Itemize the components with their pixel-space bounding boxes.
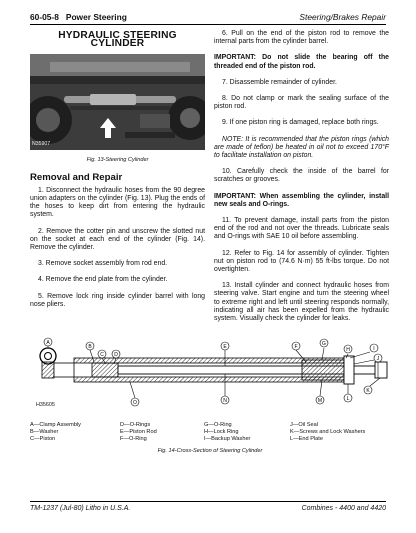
fig13-caption: Fig. 13-Steering Cylinder [86, 157, 149, 164]
chapter-title: Steering/Brakes Repair [299, 12, 386, 22]
section-title: Power Steering [65, 12, 127, 22]
step-1: 1. Disconnect the hydraulic hoses from the 90 degree union adapters on the cylinder (Fig. 13). Plug the ends of the hoses to keep dirt from entering the hydraulic system. [30, 186, 205, 219]
callout-h: H [346, 346, 350, 353]
callout-n: N [223, 397, 227, 404]
legend-item: H—Lock Ring [204, 428, 239, 435]
removal-heading: Removal and Repair [30, 171, 123, 183]
callout-i: I [373, 345, 375, 352]
footer-right: Combines - 4400 and 4420 [301, 505, 386, 512]
step-13: 13. Install cylinder and connect hydraulic hoses from steering valve. Start engine and turn the steering wheel to extreme right and left until steering responds normally, indicating all air has been expelled from the hydraulic system. Visually check the cylinder for leaks. [214, 282, 389, 323]
legend-col-1 [30, 422, 81, 442]
callout-a: A [46, 339, 50, 346]
legend-item: G—O-Ring [204, 422, 232, 428]
step-12: 12. Refer to Fig. 14 for assembly of cylinder. Tighten nut on piston rod to (74.6 N·m) 55 ft-lbs torque. Do not overtighten. [214, 249, 389, 274]
note: NOTE: It is recommended that the piston rings (which are made of teflon) be heated in oil not to exceed 170°F to facilitate installation on piston. [214, 135, 389, 160]
callout-b: B [88, 343, 92, 350]
callout-o: O [133, 399, 137, 406]
callout-c: C [100, 351, 104, 358]
legend-col-4 [290, 422, 365, 442]
step-8: 8. Do not clamp or mark the sealing surface of the piston rod. [214, 95, 389, 111]
photo-id: N35907 [32, 141, 51, 148]
step-7: 7. Disassemble remainder of cylinder. [222, 78, 337, 86]
step-2: 2. Remove the cotter pin and unscrew the slotted nut on the socket at each end of the cylinder (Fig. 14). Remove the cylinder. [30, 227, 205, 252]
page-id-section [30, 12, 127, 22]
legend-item: B—Washer [30, 428, 59, 435]
callout-j: J [376, 355, 380, 362]
step-10: 10. Carefully check the inside of the barrel for scratches or grooves. [214, 168, 389, 184]
footer-left: TM-1237 (Jul-80) Litho in U.S.A. [30, 505, 131, 512]
header-rule [30, 24, 386, 25]
legend-col-2 [120, 422, 157, 442]
page-title: HYDRAULIC STEERING CYLINDER [58, 30, 177, 50]
legend-item: J—Oil Seal [290, 422, 318, 428]
legend-col-3 [204, 422, 250, 442]
callout-d: D [114, 351, 118, 358]
fig14-caption: Fig. 14-Cross-Section of Steering Cylinder [157, 448, 263, 454]
page-header [30, 12, 386, 24]
left-column [30, 30, 205, 317]
step-4: 4. Remove the end plate from the cylinder. [38, 276, 168, 284]
callout-f: F [294, 343, 298, 350]
callout-k: K [366, 387, 370, 394]
right-column [214, 30, 389, 331]
legend-item: A—Clamp Assembly [30, 422, 81, 428]
legend-item: K—Screws and Lock Washers [290, 428, 366, 435]
diagram-id: H35605 [36, 402, 55, 408]
legend-item: I—Backup Washer [204, 435, 251, 442]
important-2: IMPORTANT: When assembling the cylinder, install new seals and O-rings. [214, 192, 389, 208]
important-1: IMPORTANT: Do not slide the bearing off the threaded end of the piston rod. [214, 54, 389, 70]
legend-item: L—End Plate [290, 435, 323, 442]
step-3: 3. Remove socket assembly from rod end. [38, 260, 168, 268]
steering-cylinder-photo [30, 54, 205, 150]
step-9: 9. If one piston ring is damaged, replace both rings. [222, 119, 379, 127]
step-5: 5. Remove lock ring inside cylinder barrel with long nose pliers. [30, 292, 205, 308]
legend-item: F—O-Ring [120, 435, 147, 442]
cylinder-cross-section [30, 336, 390, 412]
legend-item: E—Piston Rod [120, 428, 157, 435]
callout-l: L [346, 395, 350, 402]
step-6: 6. Pull on the end of the piston rod to remove the internal parts from the cylinder barrel. [214, 30, 389, 46]
legend-item: C—Piston [30, 435, 56, 442]
legend-item: D—O-Rings [120, 422, 151, 428]
callout-e: E [223, 343, 227, 350]
photo-drawing [30, 54, 205, 150]
callout-g: G [322, 340, 326, 347]
step-11: 11. To prevent damage, install parts from the piston end of the rod and not over the threads. Lubricate seals and O-rings with SAE 10 oil before assembling. [214, 217, 389, 241]
callout-m: M [317, 397, 323, 404]
page-id: 60-05-8 [30, 12, 59, 22]
footer-rule [30, 501, 386, 502]
